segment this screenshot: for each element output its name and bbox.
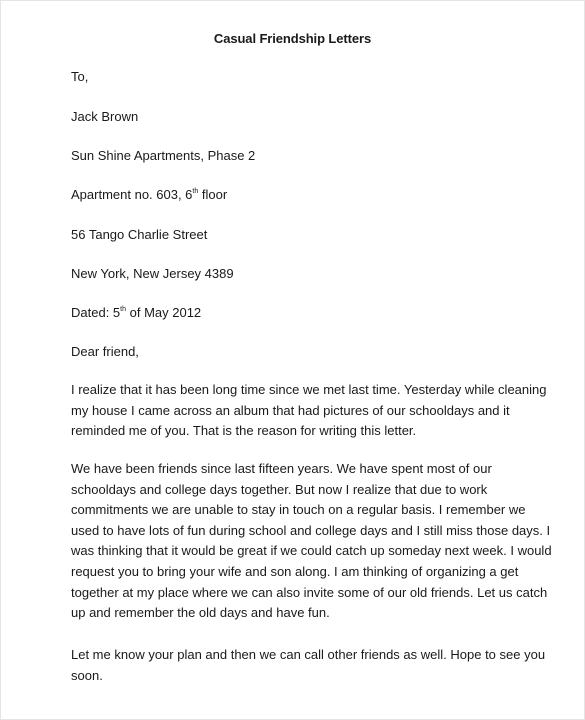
letter-title: Casual Friendship Letters [213, 31, 372, 46]
paragraph-3: Let me know your plan and then we can call other friends as well. Hope to see you soon. [71, 647, 546, 683]
salutation: Dear friend, [71, 344, 139, 359]
address-street: 56 Tango Charlie Street [71, 227, 208, 242]
letter-date: Dated: 5th of May 2012 [71, 305, 202, 320]
address-line-1: Sun Shine Apartments, Phase 2 [71, 148, 256, 163]
address-city: New York, New Jersey 4389 [71, 266, 234, 281]
recipient-name: Jack Brown [71, 109, 139, 124]
address-apartment: Apartment no. 603, 6th floor [71, 187, 228, 202]
paragraph-1: I realize that it has been long time since we met last time. Yesterday while cleaning my house I came across an album that had pictures of our schooldays and it reminded me of you. That is the reason for writing this letter. [71, 382, 547, 439]
recipient-to: To, [71, 69, 89, 84]
paragraph-2: We have been friends since last fifteen years. We have spent most of our schooldays and college days together. But now I realize that due to work commitments we are unable to stay in touch on a regular basis. I remember we used to have lots of fun during school and college days and I still miss those days. I was thinking that it would be great if we could catch up someday next week. I would request you to bring your wife and son along. I am thinking of organizing a get together at my place where we can also invite some of our old friends. Let us catch up and remember the old days and have fun. [71, 461, 552, 621]
